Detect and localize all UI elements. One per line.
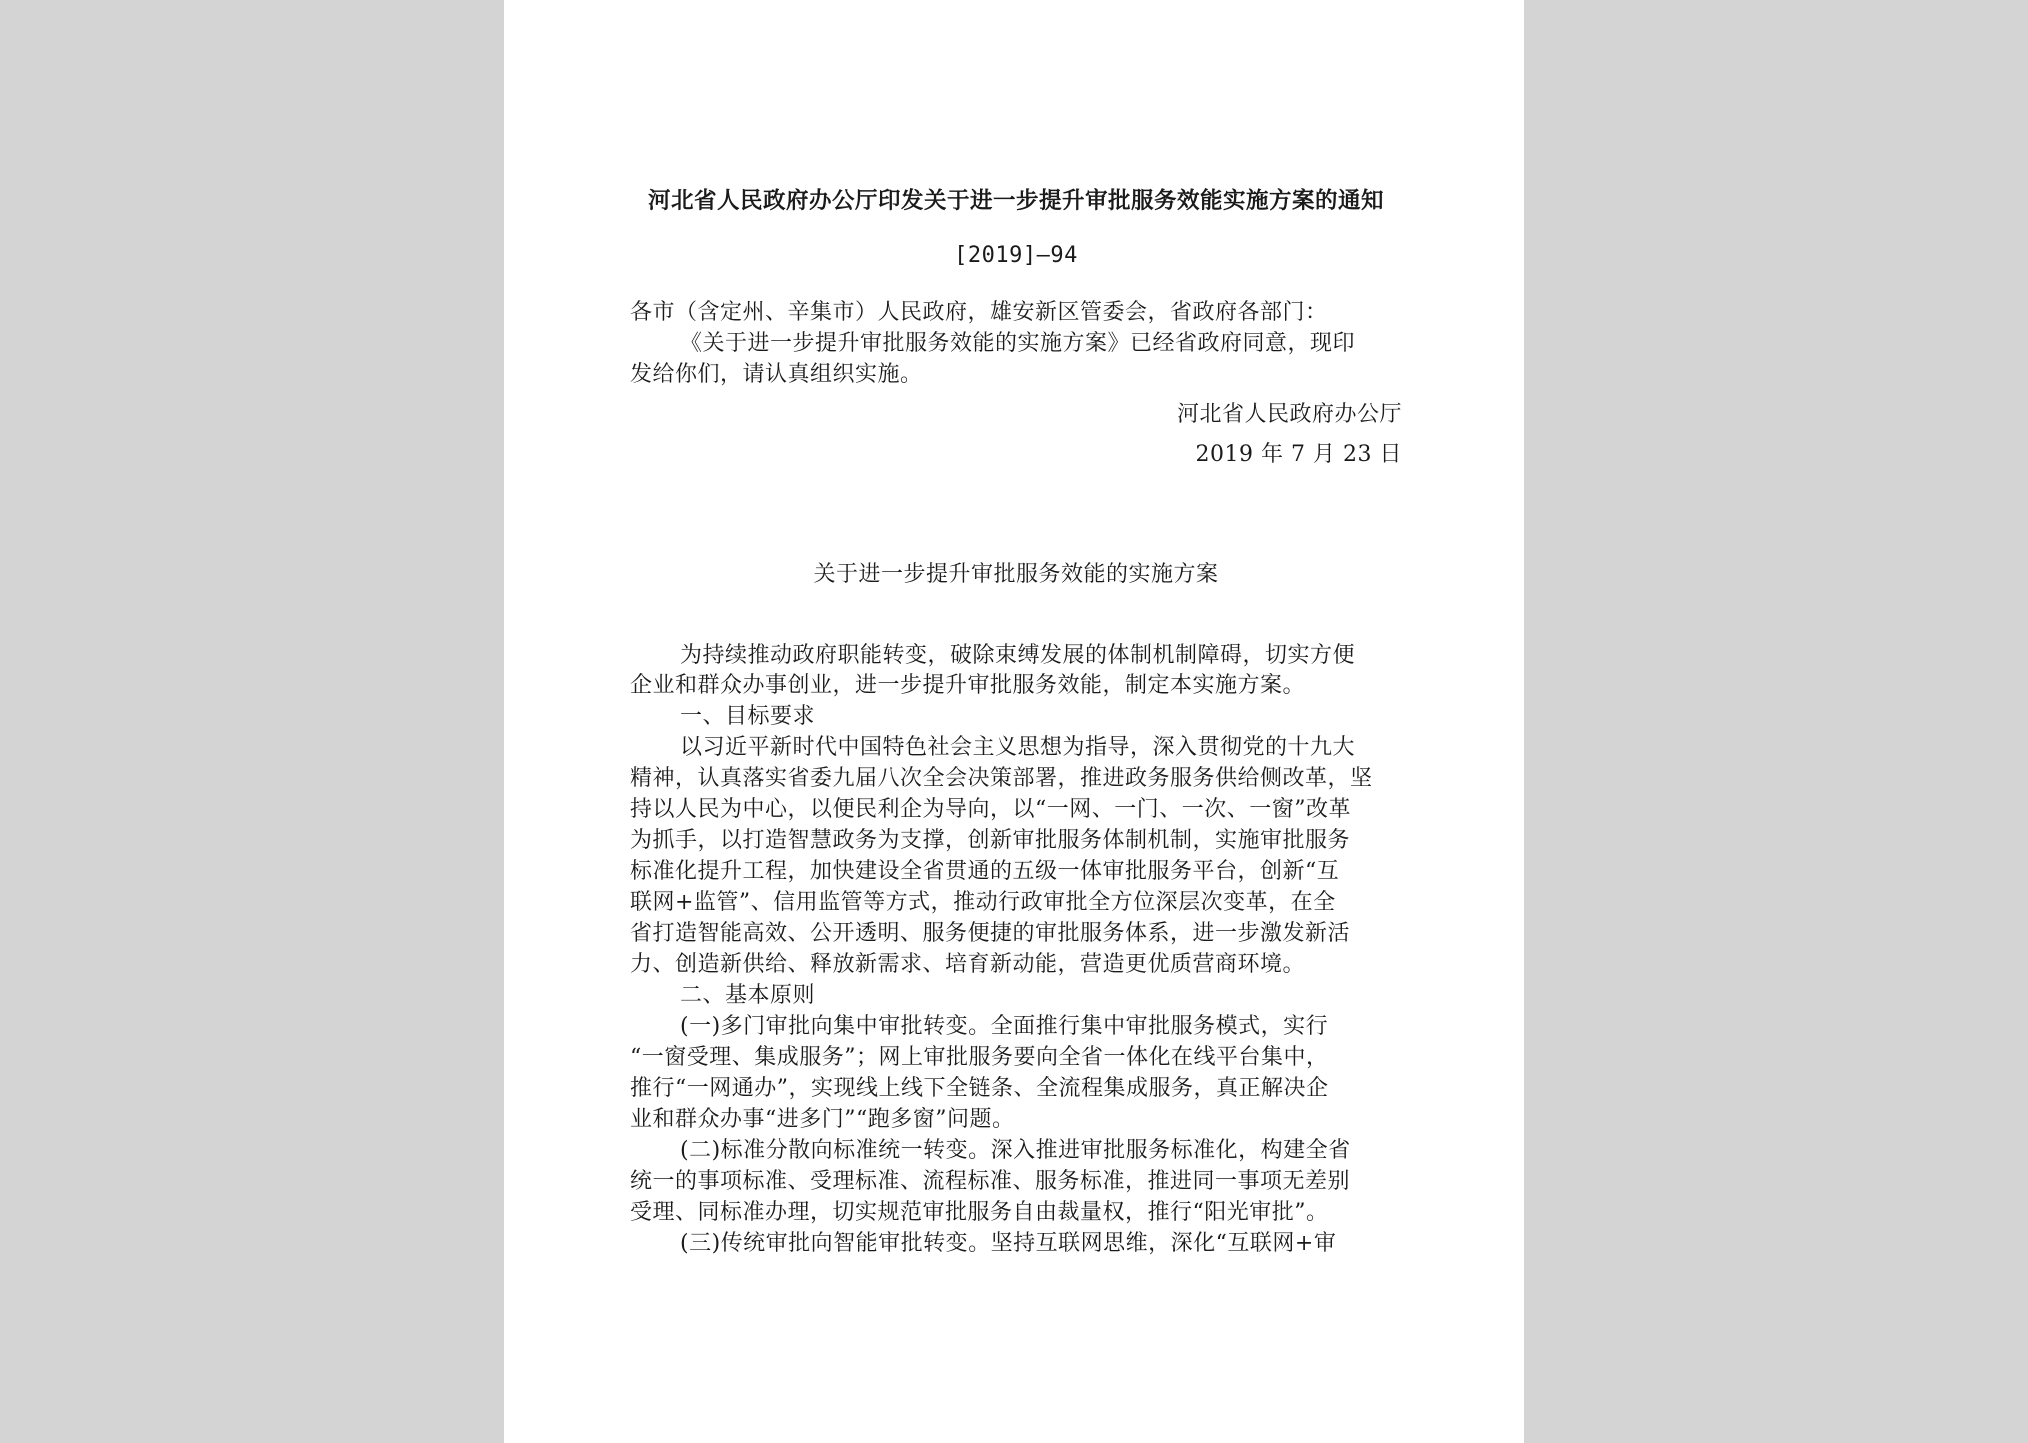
section-heading: 一、目标要求 <box>680 704 816 729</box>
issue-date: 2019 年 7 月 23 日 <box>1195 442 1402 467</box>
document-page <box>504 0 1524 1443</box>
body-line: 业和群众办事“进多门”“跑多窗”问题。 <box>630 1107 1015 1132</box>
body-line: “一窗受理、集成服务”；网上审批服务要向全省一体化在线平台集中， <box>630 1045 1329 1070</box>
issuer-signature: 河北省人民政府办公厅 <box>1176 402 1402 427</box>
body-line: 为抓手，以打造智慧政务为支撑，创新审批服务体制机制，实施审批服务 <box>630 828 1351 853</box>
document-title: 河北省人民政府办公厅印发关于进一步提升审批服务效能实施方案的通知 <box>647 188 1384 214</box>
notice-line: 《关于进一步提升审批服务效能的实施方案》已经省政府同意，现印 <box>680 331 1356 356</box>
body-line: (三)传统审批向智能审批转变。坚持互联网思维，深化“互联网+审 <box>680 1231 1337 1256</box>
body-line: 省打造智能高效、公开透明、服务便捷的审批服务体系，进一步激发新活 <box>630 921 1351 946</box>
body-line: 推行“一网通办”，实现线上线下全链条、全流程集成服务，真正解决企 <box>630 1076 1329 1101</box>
plan-title: 关于进一步提升审批服务效能的实施方案 <box>813 562 1219 587</box>
body-line: (二)标准分散向标准统一转变。深入推进审批服务标准化，构建全省 <box>680 1138 1351 1163</box>
recipients-line: 各市（含定州、辛集市）人民政府，雄安新区管委会，省政府各部门： <box>630 300 1328 325</box>
body-line: 标准化提升工程，加快建设全省贯通的五级一体审批服务平台，创新“互 <box>630 859 1340 884</box>
body-line: 受理、同标准办理，切实规范审批服务自由裁量权，推行“阳光审批”。 <box>630 1200 1329 1225</box>
document-number: [2019]—94 <box>954 243 1078 268</box>
body-line: 联网+监管”、信用监管等方式，推动行政审批全方位深层次变革，在全 <box>630 890 1336 915</box>
body-line: (一)多门审批向集中审批转变。全面推行集中审批服务模式，实行 <box>680 1014 1329 1039</box>
body-line: 为持续推动政府职能转变，破除束缚发展的体制机制障碍，切实方便 <box>680 643 1356 668</box>
body-line: 以习近平新时代中国特色社会主义思想为指导，深入贯彻党的十九大 <box>680 735 1356 760</box>
body-line: 精神，认真落实省委九届八次全会决策部署，推进政务服务供给侧改革，坚 <box>630 766 1373 791</box>
body-line: 统一的事项标准、受理标准、流程标准、服务标准，推进同一事项无差别 <box>630 1169 1351 1194</box>
body-line: 力、创造新供给、释放新需求、培育新动能，营造更优质营商环境。 <box>630 952 1306 977</box>
body-line: 持以人民为中心，以便民利企为导向，以“一网、一门、一次、一窗”改革 <box>630 797 1351 822</box>
section-heading: 二、基本原则 <box>680 983 816 1008</box>
body-line: 企业和群众办事创业，进一步提升审批服务效能，制定本实施方案。 <box>630 673 1306 698</box>
notice-line: 发给你们，请认真组织实施。 <box>630 362 923 387</box>
